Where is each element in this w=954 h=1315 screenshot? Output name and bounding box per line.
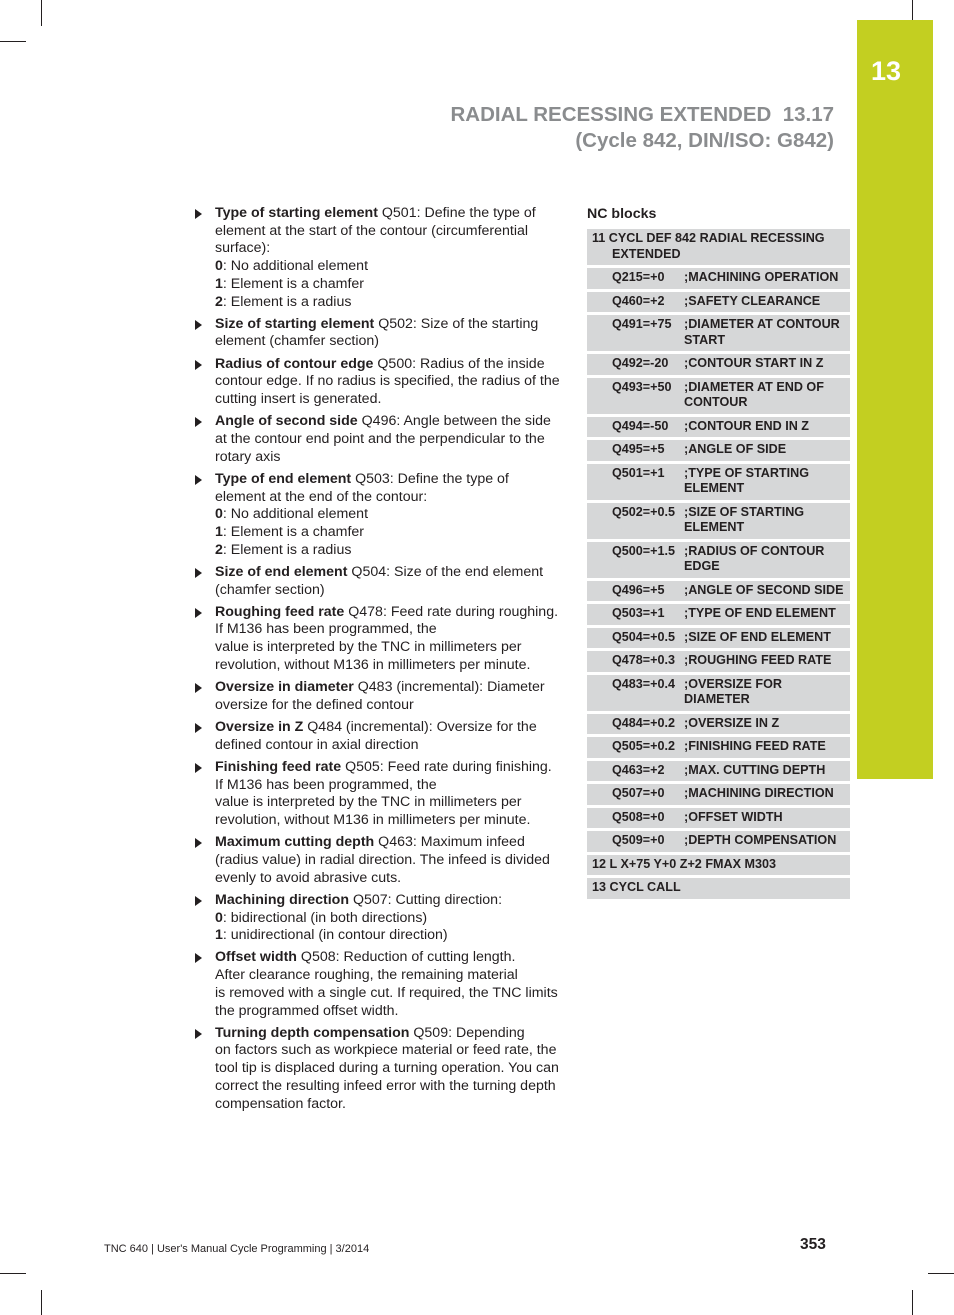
nc-param-value: Q494=-50 [587, 415, 684, 439]
parameter-description: Q500: Radius of the inside contour edge. If no radius is specified, the radius of the cutting insert is generated. [215, 355, 560, 408]
nc-param-value: Q505=+0.2 [587, 736, 684, 760]
nc-param-value: Q501=+1 [587, 462, 684, 501]
nc-param-value: Q500=+1.5 [587, 540, 684, 579]
parameter-name: Offset width [215, 949, 297, 966]
parameter-description: Q503: Define the type of element at the end of the contour: [215, 470, 509, 505]
nc-param-value: Q484=+0.2 [587, 712, 684, 736]
section-subtitle: (Cycle 842, DIN/ISO: G842) [575, 129, 834, 152]
nc-param-comment: ;CONTOUR END IN Z [684, 415, 850, 439]
nc-param-row [587, 673, 850, 712]
bullet-arrow-icon [195, 209, 202, 219]
crop-mark [41, 0, 42, 26]
parameter-item [193, 356, 561, 409]
nc-block-text: 13 CYCL CALL [592, 880, 681, 894]
bullet-arrow-icon [195, 723, 202, 733]
parameter-description: Q496: Angle between the side at the contour end point and the perpendicular to the rotary axis [215, 413, 551, 465]
parameter-item [193, 471, 561, 560]
bullet-arrow-icon [195, 683, 202, 693]
bullet-arrow-icon [195, 320, 202, 330]
option-key: 0 [215, 909, 223, 926]
nc-param-comment: ;SAFETY CLEARANCE [684, 290, 850, 314]
nc-param-comment: ;TYPE OF END ELEMENT [684, 603, 850, 627]
nc-param-value: Q483=+0.4 [587, 673, 684, 712]
nc-param-row [587, 712, 850, 736]
nc-param-value: Q492=-20 [587, 353, 684, 377]
option-value: : unidirectional (in contour direction) [222, 927, 448, 944]
nc-param-value: Q215=+0 [587, 267, 684, 291]
nc-param-comment: ;MAX. CUTTING DEPTH [684, 759, 850, 783]
parameter-item [193, 316, 561, 351]
parameter-description: Q508: Reduction of cutting length. [300, 949, 516, 966]
parameter-item [193, 564, 561, 599]
nc-param-value: Q495=+5 [587, 439, 684, 463]
nc-param-value: Q460=+2 [587, 290, 684, 314]
nc-param-comment: ;OVERSIZE IN Z [684, 712, 850, 736]
parameter-description: Q504: Size of the end element (chamfer section) [215, 563, 544, 598]
nc-param-row [587, 376, 850, 415]
parameter-item [193, 1025, 561, 1114]
nc-blocks-table [587, 229, 850, 902]
page-number: 353 [800, 1236, 826, 1253]
nc-param-comment: ;TYPE OF STARTING ELEMENT [684, 462, 850, 501]
section-header [450, 102, 834, 154]
parameter-description: Q507: Cutting direction: [352, 891, 503, 908]
nc-param-row [587, 540, 850, 579]
bullet-arrow-icon [195, 953, 202, 963]
nc-param-row [587, 353, 850, 377]
parameter-description: on factors such as workpiece material or feed rate, the tool tip is displaced during a turning operation. You can correct the resulting infeed error with the turning depth compensation factor. [215, 1042, 559, 1112]
nc-param-comment: ;MACHINING OPERATION [684, 267, 850, 291]
parameter-description: value is interpreted by the TNC in millimeters per revolution, without M136 in millimeters per minute. [215, 639, 531, 673]
parameter-item [193, 759, 561, 830]
nc-param-comment: ;ANGLE OF SECOND SIDE [684, 579, 850, 603]
option-key: 2 [215, 293, 223, 310]
nc-block-text: 12 L X+75 Y+0 Z+2 FMAX M303 [592, 856, 776, 871]
nc-block-row [587, 877, 850, 901]
nc-param-comment: ;DIAMETER AT CONTOUR START [684, 314, 850, 353]
option-value: : No additional element [222, 258, 369, 275]
nc-param-row [587, 267, 850, 291]
nc-param-comment: ;MACHINING DIRECTION [684, 783, 850, 807]
nc-param-value: Q508=+0 [587, 806, 684, 830]
nc-param-comment: ;OVERSIZE FOR DIAMETER [684, 673, 850, 712]
parameter-name: Roughing feed rate [215, 603, 345, 620]
nc-block-text: 11 CYCL DEF 842 RADIAL RECESSING [592, 231, 825, 245]
option-key: 1 [215, 927, 223, 944]
bullet-arrow-icon [195, 608, 202, 618]
nc-param-row [587, 415, 850, 439]
nc-param-value: Q503=+1 [587, 603, 684, 627]
parameter-description: Q505: Feed rate during finishing. If M136 has been programmed, the [215, 758, 552, 793]
section-title: RADIAL RECESSING EXTENDED 13.17 [450, 103, 834, 126]
parameter-description: Q463: Maximum infeed (radius value) in radial direction. The infeed is divided evenly to avoid abrasive cuts. [215, 834, 550, 886]
parameter-name: Oversize in diameter [215, 679, 354, 696]
parameter-description: After clearance roughing, the remaining material [215, 967, 518, 984]
option-key: 1 [215, 275, 223, 292]
nc-param-comment: ;ANGLE OF SIDE [684, 439, 850, 463]
nc-param-row [587, 314, 850, 353]
parameter-name: Size of end element [215, 563, 348, 580]
nc-param-row [587, 501, 850, 540]
parameter-name: Machining direction [215, 891, 349, 908]
parameter-item [193, 413, 561, 466]
nc-param-row [587, 579, 850, 603]
option-key: 1 [215, 523, 223, 540]
crop-mark [0, 1273, 26, 1274]
nc-param-value: Q493=+50 [587, 376, 684, 415]
crop-mark [0, 41, 26, 42]
nc-param-value: Q491=+75 [587, 314, 684, 353]
option-value: : Element is a radius [222, 541, 352, 558]
nc-param-row [587, 830, 850, 854]
parameter-item [193, 604, 561, 675]
nc-param-row [587, 650, 850, 674]
parameter-name: Radius of contour edge [215, 355, 374, 372]
option-value: : Element is a radius [222, 293, 352, 310]
parameter-description: Q501: Define the type of element at the start of the contour (circumferential surface): [215, 205, 536, 257]
parameter-name: Oversize in Z [215, 718, 304, 735]
nc-param-value: Q496=+5 [587, 579, 684, 603]
crop-mark [912, 0, 913, 20]
parameter-item [193, 719, 561, 754]
nc-param-comment: ;CONTOUR START IN Z [684, 353, 850, 377]
bullet-arrow-icon [195, 417, 202, 427]
parameter-description: Q484 (incremental): Oversize for the defined contour in axial direction [215, 718, 537, 753]
parameter-item [193, 679, 561, 714]
nc-param-comment: ;SIZE OF END ELEMENT [684, 626, 850, 650]
bullet-arrow-icon [195, 1029, 202, 1039]
nc-block-cell [587, 877, 850, 901]
nc-param-value: Q463=+2 [587, 759, 684, 783]
parameter-name: Finishing feed rate [215, 758, 342, 775]
option-value: : bidirectional (in both directions) [222, 909, 428, 926]
bullet-arrow-icon [195, 838, 202, 848]
option-value: : No additional element [222, 506, 369, 523]
nc-param-comment: ;SIZE OF STARTING ELEMENT [684, 501, 850, 540]
nc-param-value: Q509=+0 [587, 830, 684, 854]
nc-param-comment: ;DEPTH COMPENSATION [684, 830, 850, 854]
nc-param-row [587, 759, 850, 783]
nc-block-cell [587, 853, 850, 877]
nc-param-comment: ;DIAMETER AT END OF CONTOUR [684, 376, 850, 415]
parameter-name: Angle of second side [215, 413, 358, 430]
nc-block-row [587, 853, 850, 877]
nc-param-value: Q507=+0 [587, 783, 684, 807]
parameter-name: Maximum cutting depth [215, 834, 375, 851]
bullet-arrow-icon [195, 568, 202, 578]
chapter-number: 13 [870, 56, 902, 86]
nc-param-row [587, 462, 850, 501]
chapter-tab [857, 20, 933, 779]
nc-blocks-label: NC blocks [587, 206, 657, 222]
parameter-item [193, 892, 561, 945]
nc-param-row [587, 290, 850, 314]
crop-mark [41, 1290, 42, 1315]
parameter-description: Q483 (incremental): Diameter oversize for the defined contour [215, 679, 545, 713]
option-value: : Element is a chamfer [222, 523, 365, 540]
parameter-description: value is interpreted by the TNC in millimeters per revolution, without M136 in millimeters per minute. [215, 794, 531, 828]
parameter-item [193, 205, 561, 311]
parameter-list [193, 205, 561, 1118]
parameter-description: is removed with a single cut. If required, the TNC limits the programmed offset width. [215, 984, 558, 1019]
option-value: : Element is a chamfer [222, 275, 365, 292]
nc-param-row [587, 603, 850, 627]
bullet-arrow-icon [195, 763, 202, 773]
parameter-name: Type of starting element [215, 205, 378, 221]
option-key: 2 [215, 541, 223, 558]
bullet-arrow-icon [195, 360, 202, 370]
footer-text: TNC 640 | User's Manual Cycle Programming | 3/2014 [104, 1243, 370, 1255]
nc-param-row [587, 439, 850, 463]
parameter-item [193, 834, 561, 887]
nc-block-row [587, 229, 850, 267]
parameter-description: Q509: Depending [413, 1024, 525, 1041]
nc-param-row [587, 783, 850, 807]
bullet-arrow-icon [195, 475, 202, 485]
parameter-description: Q502: Size of the starting element (chamfer section) [215, 315, 539, 350]
nc-param-value: Q502=+0.5 [587, 501, 684, 540]
nc-param-row [587, 806, 850, 830]
option-key: 0 [215, 506, 223, 523]
nc-block-cell [587, 229, 850, 267]
nc-param-comment: ;RADIUS OF CONTOUR EDGE [684, 540, 850, 579]
nc-block-text-cont: EXTENDED [612, 246, 681, 261]
bullet-arrow-icon [195, 896, 202, 906]
nc-param-comment: ;ROUGHING FEED RATE [684, 650, 850, 674]
nc-param-value: Q504=+0.5 [587, 626, 684, 650]
parameter-name: Turning depth compensation [215, 1024, 410, 1041]
nc-param-row [587, 736, 850, 760]
parameter-description: Q478: Feed rate during roughing. If M136 has been programmed, the [215, 603, 559, 638]
nc-param-comment: ;OFFSET WIDTH [684, 806, 850, 830]
parameter-name: Size of starting element [215, 315, 375, 332]
parameter-item [193, 949, 561, 1020]
crop-mark [928, 1273, 954, 1274]
crop-mark [912, 1290, 913, 1315]
nc-param-row [587, 626, 850, 650]
parameter-name: Type of end element [215, 470, 352, 487]
nc-param-value: Q478=+0.3 [587, 650, 684, 674]
option-key: 0 [215, 258, 223, 275]
nc-param-comment: ;FINISHING FEED RATE [684, 736, 850, 760]
